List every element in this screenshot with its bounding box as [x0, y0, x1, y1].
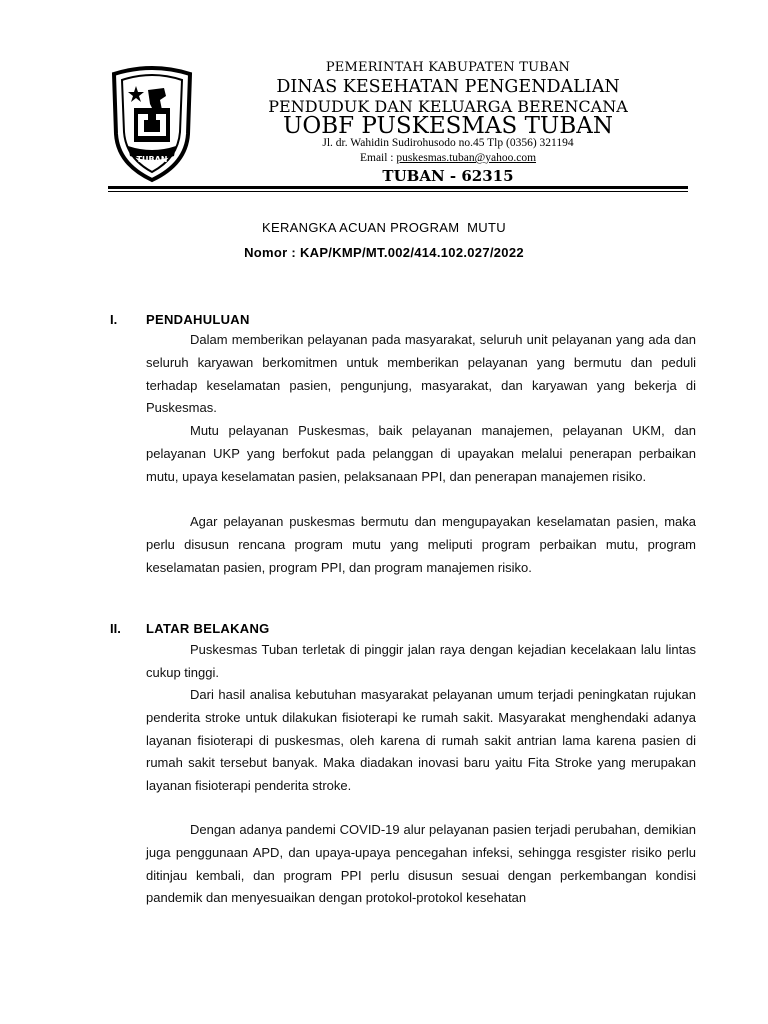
unit-name: UOBF PUSKESMAS TUBAN: [283, 113, 613, 139]
email-link[interactable]: puskesmas.tuban@yahoo.com: [396, 152, 537, 164]
letterhead-divider-thick: [108, 186, 688, 189]
section-1-heading: PENDAHULUAN: [146, 312, 250, 327]
email-line: [210, 152, 686, 164]
document-title: KERANGKA ACUAN PROGRAM MUTU: [262, 220, 506, 235]
address-line: Jl. dr. Wahidin Sudirohusodo no.45 Tlp (0356) 321194: [322, 137, 574, 149]
section-1-paragraph-3: Agar pelayanan puskesmas bermutu dan mengupayakan keselamatan pasien, maka perlu disusun rencana program mutu yang meliputi program perbaikan mutu, program keselamatan pasien, program PPI, dan program manajemen risiko.: [146, 514, 696, 575]
section-2-paragraph-3: Dengan adanya pandemi COVID-19 alur pelayanan pasien terjadi perubahan, demikian juga penggunaan APD, dan upaya-upaya pencegahan infeksi, sehingga resgister risiko perlu ditinjau kembali, dan program PPI perlu disusun sesuai dengan perkembangan kondisi pandemik dan menyesuaikan dengan protokol-protokol kesehatan: [146, 822, 696, 906]
email-label: Email :: [359, 152, 397, 164]
section-2-paragraph-2: Dari hasil analisa kebutuhan masyarakat pelayanan umum terjadi peningkatan rujukan penderita stroke untuk dilakukan fisioterapi ke rumah sakit. Masyarakat menghendaki adanya layanan fisioterapi di puskesmas, oleh karena di rumah sakit antrian lama karena pasien di rumah sakit tersebut banyak. Maka diadakan inovasi baru yaitu Fita Stroke yang merupakan layanan fisioterapi penderita stroke.: [146, 687, 696, 794]
tuban-regency-emblem: [104, 64, 200, 184]
section-2-paragraph-1: Puskesmas Tuban terletak di pinggir jalan raya dengan kejadian kecelakaan lalu lintas cukup tinggi.: [146, 642, 696, 680]
office-name-line2: PENDUDUK DAN KELUARGA BERENCANA: [268, 97, 628, 116]
document-number: Nomor : KAP/KMP/MT.002/414.102.027/2022: [244, 245, 524, 260]
office-name-line1: DINAS KESEHATAN PENGENDALIAN: [276, 77, 620, 97]
section-1-paragraph-2: Mutu pelayanan Puskesmas, baik pelayanan manajemen, pelayanan UKM, dan pelayanan UKP yang berfokut pada pelanggan di upayakan melalui penerapan perbaikan mutu, upaya keselamatan pasien, pelaksanaan PPI, dan penerapan manajemen risiko.: [146, 423, 696, 484]
city-postcode: TUBAN - 62315: [382, 167, 514, 185]
section-1-number: I.: [110, 312, 118, 327]
government-name: PEMERINTAH KABUPATEN TUBAN: [325, 60, 571, 75]
letterhead-divider-thin: [108, 191, 688, 192]
section-1-paragraph-1: Dalam memberikan pelayanan pada masyarakat, seluruh unit pelayanan yang ada dan seluruh karyawan berkomitmen untuk memberikan pelayanan yang bermutu dan peduli terhadap keselamatan pasien, pengunjung, masyarakat, dan karyawan yang bekerja di Puskesmas.: [146, 332, 696, 416]
emblem-label: TUBAN: [136, 155, 168, 164]
section-2-heading: LATAR BELAKANG: [146, 621, 270, 636]
section-2-number: II.: [110, 621, 121, 636]
